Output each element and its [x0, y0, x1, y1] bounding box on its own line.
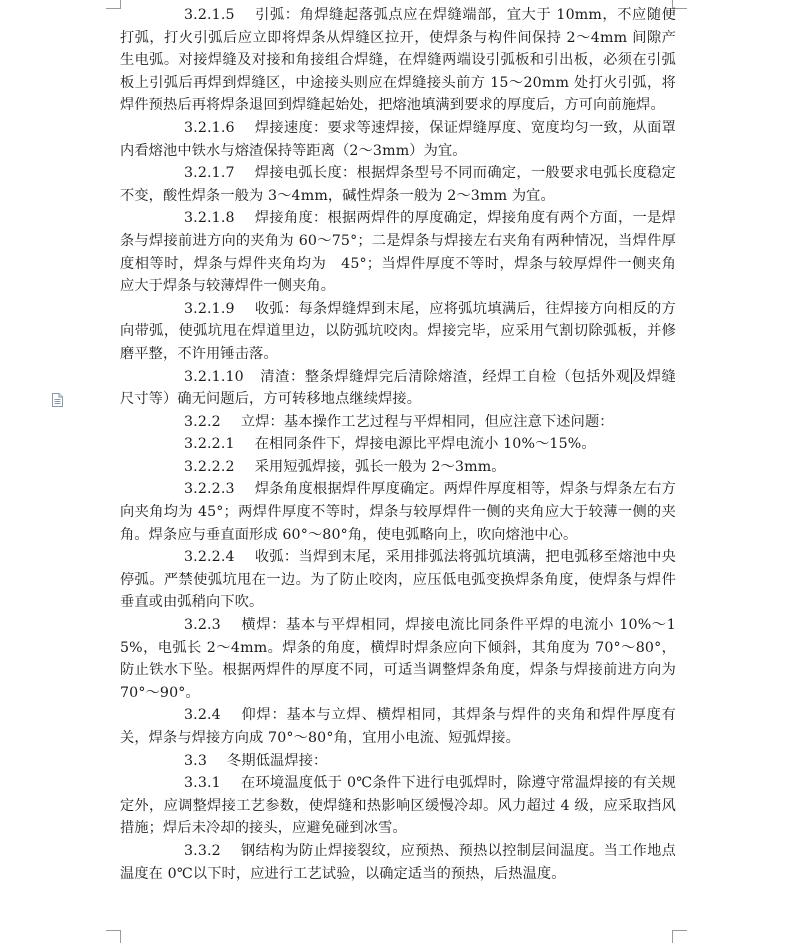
paragraph: [120, 366, 676, 411]
paragraph: [120, 411, 676, 434]
section-number: 3.2.2: [184, 413, 221, 430]
paragraph: [120, 162, 676, 207]
paragraph-text: 焊接角度：根据两焊件的厚度确定，焊接角度有两个方面，一是焊条与焊接前进方向的夹角为 60～75°；二是焊条与焊接左右夹角有两种情况，当焊件厚度相等时，焊条与焊件夹角均为 45°；当焊件厚度不等时，焊条与较厚焊件一侧夹角应大于焊条与较薄焊件一侧夹角。: [120, 210, 676, 295]
paragraph-text: 横焊：基本与平焊相同，焊接电流比同条件平焊的电流小 10%～15%，电弧长 2～4mm。焊条的角度，横焊时焊条应向下倾斜，其角度为 70°～80°，防止铁水下坠。根据两焊件的厚度不同，可适当调整焊条角度，焊条与焊接前进方向为 70°～90°。: [120, 617, 676, 701]
section-number: 3.2.1.8: [184, 210, 235, 227]
section-number: 3.2.2.3: [184, 481, 235, 498]
paragraph: [120, 546, 676, 614]
paragraph: [120, 772, 676, 840]
paragraph: [120, 704, 676, 749]
paragraph-text: 仰焊：基本与立焊、横焊相同，其焊条与焊件的夹角和焊件厚度有关，焊条与焊接方向成 70°～80°角，宜用小电流、短弧焊接。: [120, 707, 676, 746]
paragraph-text: 收弧：每条焊缝焊到末尾，应将弧坑填满后，往焊接方向相反的方向带弧，使弧坑甩在焊道里边，以防弧坑咬肉。焊接完毕，应采用气割切除弧板，并修磨平整，不许用锤击落。: [120, 300, 676, 362]
paragraph: [120, 456, 676, 479]
paragraph-text: 引弧：角焊缝起落弧点应在焊缝端部，宜大于 10mm，不应随便打弧，打火引弧后应立即将焊条从焊缝区拉开，使焊条与构件间保持 2～4mm 间隙产生电弧。对接焊缝及对接和角接组合焊缝，在焊缝两端设引弧板和引出板，必须在引弧板上引弧后再焊到焊缝区，中途接头则应在焊缝接头前方 15～20mm 处打火引弧，将焊件预热后再将焊条退回到焊缝起始处，把熔池填满到要求的厚度后，方可向前施焊。: [120, 7, 676, 114]
section-number: 3.2.1.9: [184, 300, 235, 317]
paragraph-text: 焊接电弧长度：根据焊条型号不同而确定，一般要求电弧长度稳定不变，酸性焊条一般为 3～4mm，碱性焊条一般为 2～3mm 为宜。: [120, 165, 676, 204]
paragraph: [120, 298, 676, 366]
paragraph-text: 冬期低温焊接：: [227, 752, 328, 769]
paragraph-text: 在相同条件下，焊接电源比平焊电流小 10%～15%。: [254, 436, 596, 453]
section-number: 3.2.3: [184, 617, 221, 634]
document-body[interactable]: [120, 4, 676, 885]
paragraph: [120, 433, 676, 456]
section-number: 3.2.1.10: [184, 368, 244, 385]
paragraph: [120, 207, 676, 297]
paragraph-text: 收弧：当焊到末尾，采用排弧法将弧坑填满，把电弧移至熔池中央停弧。严禁使弧坑甩在一边。为了防止咬肉，应压低电弧变换焊条角度，使焊条与焊件垂直或由弧稍向下吹。: [120, 549, 676, 611]
section-number: 3.3: [184, 752, 208, 769]
margin-corner-bottom-right: [672, 930, 687, 943]
margin-corner-top-left: [106, 0, 121, 9]
section-number: 3.3.1: [184, 775, 221, 792]
section-number: 3.2.1.7: [184, 165, 235, 182]
paragraph: [120, 750, 676, 773]
section-number: 3.2.2.2: [184, 458, 235, 475]
paragraph: [120, 4, 676, 117]
paragraph-text: 立焊：基本操作工艺过程与平焊相同，但应注意下述问题：: [240, 413, 614, 430]
paragraph-text: 钢结构为防止焊接裂纹，应预热、预热以控制层间温度。当工作地点温度在 0℃以下时，应进行工艺试验，以确定适当的预热，后热温度。: [120, 842, 676, 882]
paragraph: [120, 840, 676, 885]
paragraph: [120, 614, 676, 704]
section-number: 3.2.2.1: [184, 436, 235, 453]
section-number: 3.3.2: [184, 842, 221, 859]
paragraph-text: 在环境温度低于 0℃条件下进行电弧焊时，除遵守常温焊接的有关规定外，应调整焊接工艺参数，使焊缝和热影响区缓慢冷却。风力超过 4 级，应采取挡风措施；焊后未冷却的接头，应避免碰到冰雪。: [120, 775, 676, 837]
paragraph-text: 清渣：整条焊缝焊完后清除熔渣，经焊工自检（包括外观及焊缝尺寸等）确无问题后，方可转移地点继续焊接。: [120, 368, 676, 408]
paragraph: [120, 478, 676, 546]
document-icon[interactable]: [52, 393, 63, 407]
paragraph-text: 采用短弧焊接，弧长一般为 2～3mm。: [254, 458, 506, 475]
paragraph: [120, 117, 676, 162]
text-cursor: [631, 368, 632, 384]
section-number: 3.2.1.5: [184, 7, 235, 23]
section-number: 3.2.1.6: [184, 119, 235, 136]
paragraph-text: 焊接速度：要求等速焊接，保证焊缝厚度、宽度均匀一致，从面罩内看熔池中铁水与熔渣保持等距离（2～3mm）为宜。: [120, 119, 676, 159]
margin-corner-bottom-left: [106, 930, 121, 943]
section-number: 3.2.4: [184, 707, 221, 724]
paragraph-text: 焊条角度根据焊件厚度确定。两焊件厚度相等，焊条与焊条左右方向夹角均为 45°；两焊件厚度不等时，焊条与较厚焊件一侧的夹角应大于较薄一侧的夹角。焊条应与垂直面形成 60°～80°角，使电弧略向上，吹向熔池中心。: [120, 481, 676, 543]
section-number: 3.2.2.4: [184, 549, 235, 566]
